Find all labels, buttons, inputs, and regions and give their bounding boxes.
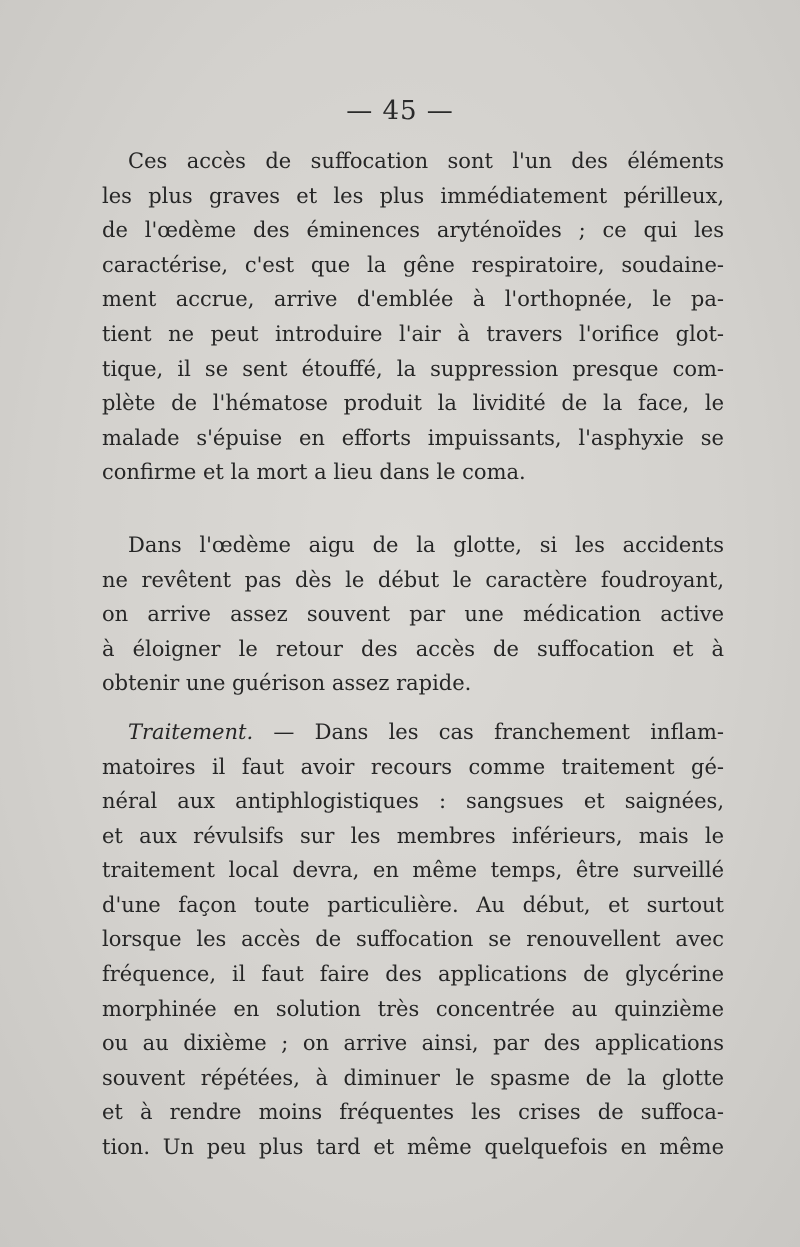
paragraph-1 — [76, 144, 724, 490]
text-line: Dans l'œdème aigu de la glotte, si les accidents — [128, 532, 724, 557]
text-line: tion. Un peu plus tard et même quelquefois en même — [102, 1135, 724, 1160]
text-line: morphinée en solution très concentrée au quinzième — [102, 996, 724, 1021]
text-line: tique, il se sent étouffé, la suppression presque com- — [102, 356, 724, 381]
text-line: fréquence, il faut faire des applications de glycérine — [102, 962, 724, 987]
text-line — [76, 715, 724, 750]
text-line: les plus graves et les plus immédiatement périlleux, — [102, 183, 724, 208]
text-line: à éloigner le retour des accès de suffocation et à — [102, 636, 724, 661]
section-lead: Traitement. — [128, 719, 254, 744]
text-line: ne revêtent pas dès le début le caractère foudroyant, — [102, 567, 724, 592]
paragraph-spacer — [76, 701, 724, 715]
text-line: lorsque les accès de suffocation se renouvellent avec — [102, 927, 724, 952]
text-line: d'une façon toute particulière. Au début, et surtout — [102, 892, 724, 917]
text-line: et à rendre moins fréquentes les crises de suffoca- — [102, 1100, 724, 1125]
text-line: ment accrue, arrive d'emblée à l'orthopnée, le pa- — [102, 287, 724, 312]
text-line: obtenir une guérison assez rapide. — [102, 671, 472, 696]
text-segment: — Dans les cas franchement inflam- — [253, 719, 724, 744]
text-line: néral aux antiphlogistiques : sangsues et saignées, — [102, 789, 724, 814]
text-line: de l'œdème des éminences aryténoïdes ; ce qui les — [102, 218, 724, 243]
text-line: tient ne peut introduire l'air à travers l'orifice glot- — [102, 321, 724, 346]
text-line: traitement local devra, en même temps, être surveillé — [102, 858, 724, 883]
text-line: souvent répétées, à diminuer le spasme de la glotte — [102, 1065, 724, 1090]
text-line: on arrive assez souvent par une médication active — [102, 602, 724, 627]
paragraph-3 — [76, 715, 724, 1165]
text-line: et aux révulsifs sur les membres inférieurs, mais le — [102, 823, 724, 848]
text-line: Ces accès de suffocation sont l'un des éléments — [128, 149, 724, 173]
page-number: — 45 — — [346, 96, 454, 126]
text-line: caractérise, c'est que la gêne respiratoire, soudaine- — [102, 252, 724, 277]
text-line: confirme et la mort a lieu dans le coma. — [102, 460, 526, 485]
text-line: ou au dixième ; on arrive ainsi, par des applications — [102, 1031, 724, 1056]
text-line: matoires il faut avoir recours comme traitement gé- — [102, 754, 724, 779]
body-text — [76, 144, 724, 1165]
text-line: malade s'épuise en efforts impuissants, l'asphyxie se — [102, 425, 724, 450]
paragraph-spacer — [76, 490, 724, 528]
paragraph-2 — [76, 528, 724, 701]
text-line: plète de l'hématose produit la lividité de la face, le — [102, 391, 724, 416]
